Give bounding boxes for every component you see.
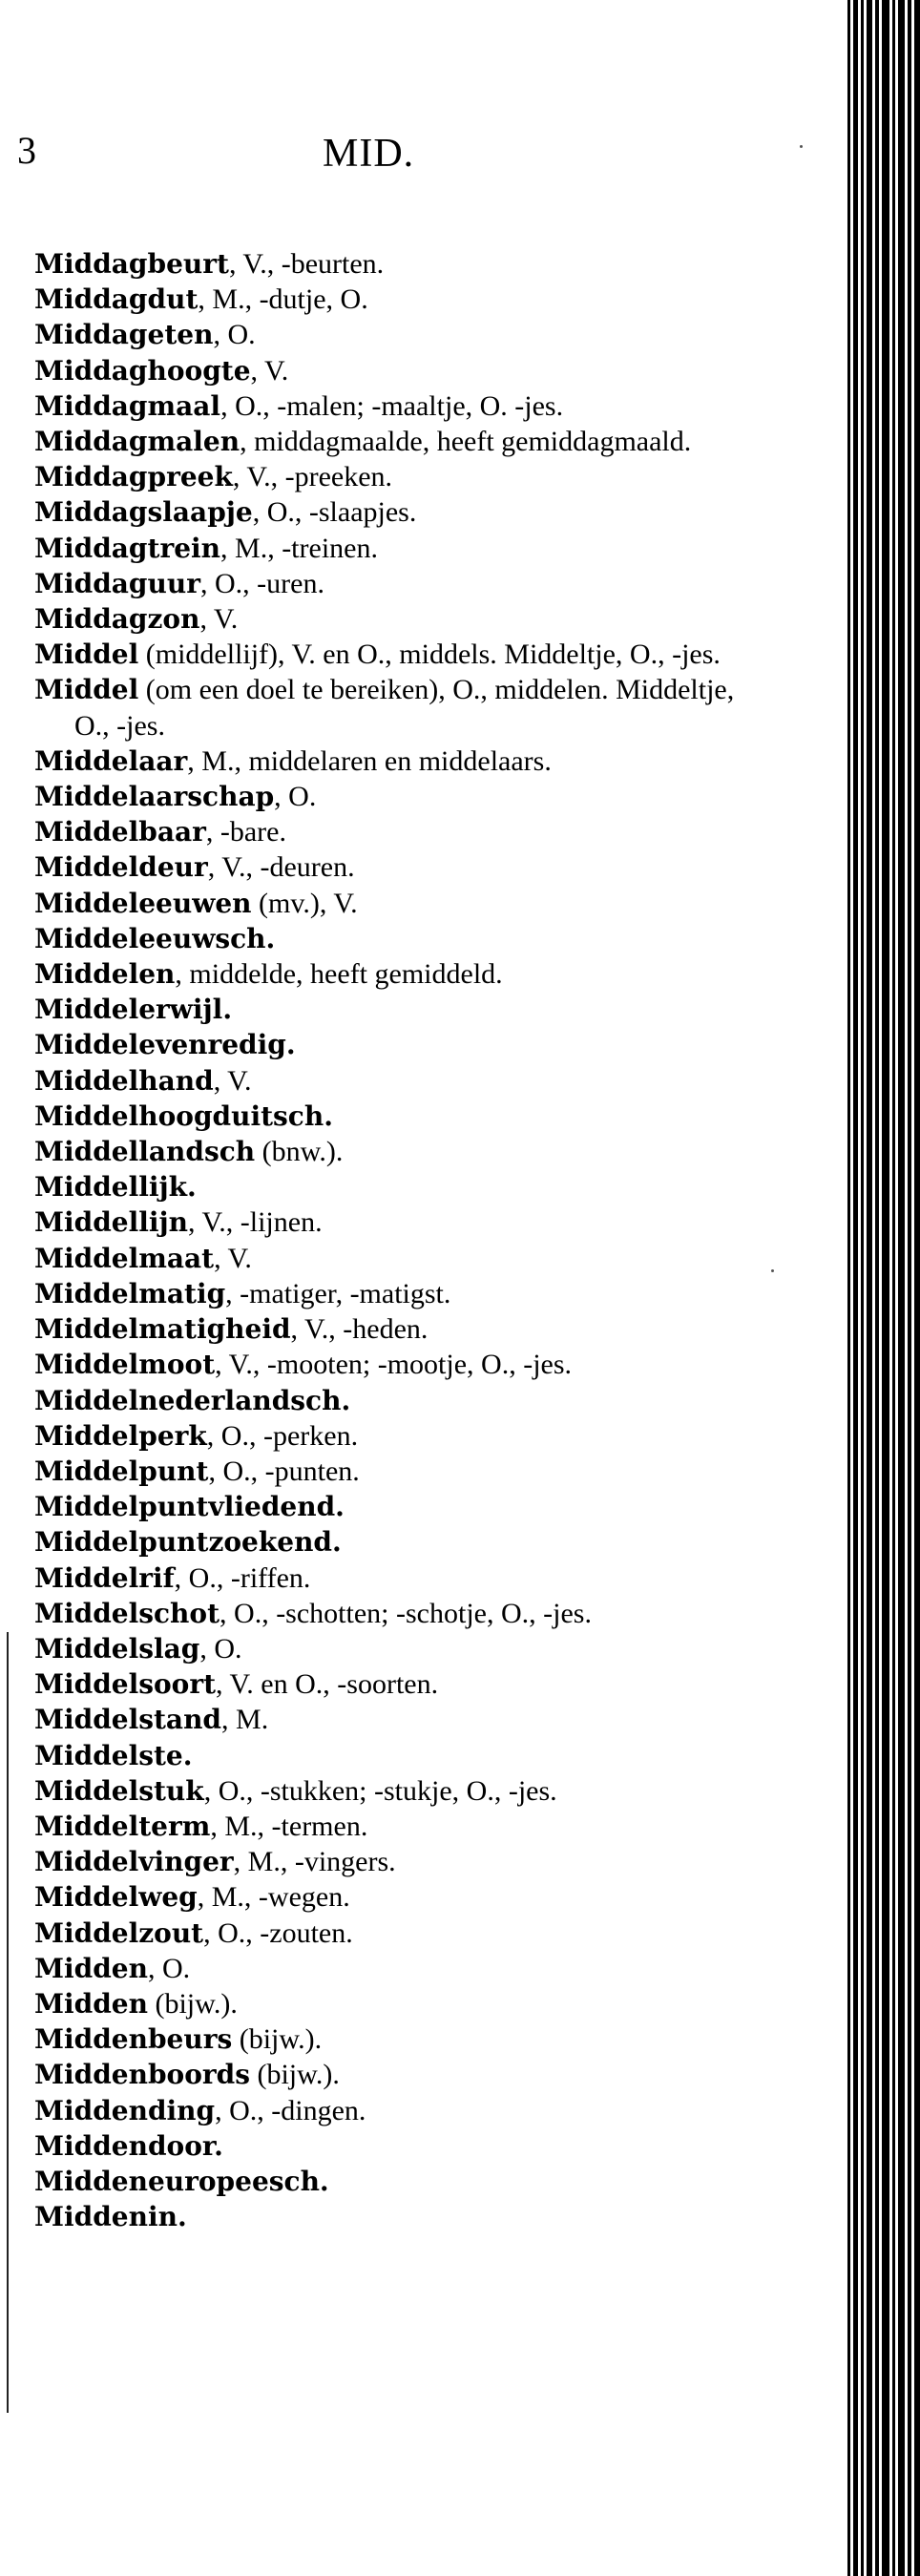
entry-definition: , O.: [274, 781, 317, 813]
entry: [34, 353, 741, 388]
entry-definition: (bijw.).: [249, 2059, 340, 2091]
entry-headword: Middelstuk: [34, 1774, 204, 1807]
entry-headword: Middagtrein: [34, 532, 221, 564]
entry-headword: Middeleeuwen: [34, 887, 252, 919]
book-spine-edge: [847, 0, 920, 2576]
entry-definition: , O., -punten.: [208, 1455, 360, 1487]
entry-headword: Middenin.: [34, 2201, 187, 2233]
entry: [34, 1951, 741, 1986]
entry: [34, 424, 741, 459]
entry-definition: , O., -uren.: [199, 567, 324, 599]
entry-headword: Middageten: [34, 319, 214, 351]
entry-headword: Middelvinger: [34, 1846, 234, 1878]
page-number: 3: [17, 129, 36, 172]
entry-definition: , O., -malen; -maaltje, O. -jes.: [220, 389, 564, 422]
entry: [34, 672, 741, 743]
entry: [34, 1099, 741, 1134]
entry-definition: , O., -stukken; -stukje, O., -jes.: [203, 1774, 557, 1807]
entry-definition: , V., -deuren.: [207, 851, 355, 884]
entry-definition: , M., -dutje, O.: [198, 283, 368, 316]
entry: [34, 2164, 741, 2199]
entry-definition: , V.: [250, 354, 289, 387]
entry-headword: Middelbaar: [34, 816, 206, 848]
entry-headword: Middagslaapje: [34, 496, 253, 529]
entry-headword: Middellijn: [34, 1206, 188, 1239]
entry: [34, 388, 741, 424]
entry-headword: Middelschot: [34, 1597, 220, 1629]
entry-headword: Middelmoot: [34, 1349, 216, 1381]
entry-definition: , V., -mooten; -mootje, O., -jes.: [215, 1349, 573, 1381]
entry-definition: (mv.), V.: [251, 887, 358, 919]
entry-headword: Middelaarschap: [34, 781, 275, 813]
entry: [34, 317, 741, 352]
entry-definition: (middellijf), V. en O., middels. Middeltje, O., -jes.: [138, 639, 721, 671]
entry-definition: (om een doel te bereiken), O., middelen. Middeltje, O., -jes.: [74, 674, 735, 742]
entry-definition: , M., -vingers.: [233, 1846, 396, 1878]
entry-headword: Middagpreek: [34, 461, 233, 493]
entry-definition: , V. en O., -soorten.: [216, 1668, 439, 1701]
entry: [34, 1241, 741, 1276]
entry-headword: Middaghoogte: [34, 354, 251, 387]
entry-definition: , O.: [213, 319, 256, 351]
entry-definition: , O., -slaapjes.: [252, 496, 417, 529]
entry-headword: Middagdut: [34, 283, 199, 316]
entry: [34, 1560, 741, 1596]
entry-headword: Middeldeur: [34, 851, 208, 884]
entry-headword: Middelevenredig.: [34, 1029, 296, 1061]
entry-headword: Middel: [34, 674, 139, 706]
entry-headword: Midden: [34, 1952, 148, 1984]
entry-headword: Middelsoort: [34, 1668, 217, 1701]
entry: [34, 1169, 741, 1204]
entry-headword: Middendoor.: [34, 2129, 223, 2162]
entry: [34, 1347, 741, 1382]
entry-headword: Middelterm: [34, 1810, 211, 1842]
entry: [34, 2128, 741, 2164]
entry: [34, 1916, 741, 1951]
entry-definition: , O., -dingen.: [215, 2094, 366, 2126]
entry: [34, 2021, 741, 2057]
entry-headword: Middelperk: [34, 1419, 207, 1452]
entry: [34, 1524, 741, 1560]
entry-headword: Middelmatigheid: [34, 1313, 291, 1346]
entry-headword: Middagbeurt: [34, 248, 229, 280]
entry-definition: , O., -perken.: [206, 1419, 359, 1452]
entry: [34, 1844, 741, 1879]
entry-definition: , V., -lijnen.: [188, 1206, 323, 1239]
entry: [34, 2057, 741, 2092]
paper-speck: [771, 1269, 774, 1272]
entry-headword: Middellijk.: [34, 1171, 197, 1204]
entry-definition: , middagmaalde, heeft gemiddagmaald.: [240, 426, 692, 458]
entry: [34, 1383, 741, 1418]
entry-headword: Middelhand: [34, 1064, 214, 1097]
entry-definition: , M., -treinen.: [220, 532, 378, 564]
entry: [34, 1027, 741, 1062]
entry: [34, 743, 741, 779]
entry: [34, 1454, 741, 1489]
entry-definition: , O.: [199, 1632, 242, 1665]
entry-definition: , M., middelaren en middelaars.: [187, 744, 552, 777]
entry-headword: Middaguur: [34, 567, 200, 599]
entry: [34, 1596, 741, 1631]
entry-headword: Middelpunt: [34, 1455, 209, 1487]
entry-headword: Middagmaal: [34, 389, 221, 422]
entry: [34, 1738, 741, 1773]
entry-list: [34, 246, 741, 2234]
entry-definition: (bijw.).: [232, 2023, 323, 2056]
entry-headword: Middelen: [34, 958, 176, 991]
entry-headword: Middagzon: [34, 603, 200, 636]
entry-definition: , V.: [199, 603, 239, 636]
entry: [34, 2199, 741, 2234]
entry-definition: , V., -preeken.: [232, 461, 393, 493]
entry: [34, 1666, 741, 1702]
entry: [34, 246, 741, 282]
entry-headword: Middenbeurs: [34, 2023, 233, 2056]
entry: [34, 1204, 741, 1240]
entry-definition: , V., -heden.: [290, 1313, 429, 1346]
entry: [34, 637, 741, 672]
entry-headword: Middelmatig: [34, 1277, 226, 1309]
entry-headword: Middeleeuwsch.: [34, 922, 276, 954]
entry-definition: , M.: [221, 1704, 269, 1736]
entry-headword: Middeneuropeesch.: [34, 2165, 329, 2197]
entry-headword: Middelhoogduitsch.: [34, 1100, 333, 1132]
entry-definition: , M., -termen.: [210, 1810, 368, 1842]
entry: [34, 601, 741, 637]
entry: [34, 1418, 741, 1454]
entry-headword: Middelnederlandsch.: [34, 1384, 351, 1416]
entry-definition: , V., -beurten.: [228, 248, 385, 280]
entry-headword: Middelslag: [34, 1632, 200, 1665]
entry-headword: Middelstand: [34, 1704, 222, 1736]
entry-headword: Middelerwijl.: [34, 994, 233, 1026]
entry: [34, 956, 741, 992]
margin-rule: [7, 1632, 9, 2413]
entry: [34, 1134, 741, 1169]
entry-headword: Middelmaat: [34, 1242, 215, 1274]
entry: [34, 779, 741, 814]
entry: [34, 459, 741, 494]
running-head: MID.: [323, 132, 415, 176]
entry-definition: (bijw.).: [147, 1987, 238, 2020]
entry: [34, 1631, 741, 1666]
entry: [34, 1809, 741, 1844]
entry: [34, 2093, 741, 2128]
entry-headword: Middelweg: [34, 1881, 198, 1914]
entry-headword: Midden: [34, 1987, 148, 2020]
entry: [34, 1879, 741, 1915]
entry: [34, 1702, 741, 1737]
entry-definition: , O.: [147, 1952, 191, 1984]
entry-headword: Middelaar: [34, 744, 188, 777]
entry: [34, 494, 741, 530]
entry-headword: Middelzout: [34, 1916, 204, 1949]
entry-definition: , O., -schotten; -schotje, O., -jes.: [220, 1597, 592, 1629]
entry-headword: Middenboords: [34, 2059, 250, 2091]
entry-headword: Middel: [34, 639, 139, 671]
entry: [34, 282, 741, 317]
entry: [34, 814, 741, 849]
entry-definition: , O., -riffen.: [174, 1561, 311, 1594]
entry: [34, 921, 741, 956]
entry: [34, 1489, 741, 1524]
paper-speck: [800, 145, 803, 148]
entry-definition: (bnw.).: [255, 1136, 344, 1168]
entry: [34, 1311, 741, 1347]
entry: [34, 1276, 741, 1311]
entry-definition: , V.: [214, 1242, 252, 1274]
entry-headword: Middending: [34, 2094, 216, 2126]
entry-definition: , O., -zouten.: [203, 1916, 353, 1949]
entry: [34, 1986, 741, 2021]
entry: [34, 531, 741, 566]
entry: [34, 1773, 741, 1809]
entry-headword: Middelste.: [34, 1739, 193, 1771]
entry-definition: , V.: [213, 1064, 252, 1097]
entry-definition: , middelde, heeft gemiddeld.: [175, 958, 503, 991]
entry: [34, 992, 741, 1027]
entry-headword: Middelpuntzoekend.: [34, 1526, 342, 1559]
entry-headword: Middelrif: [34, 1561, 175, 1594]
entry-definition: , M., -wegen.: [197, 1881, 350, 1914]
entry-definition: , -matiger, -matigst.: [225, 1277, 451, 1309]
entry-headword: Middelpuntvliedend.: [34, 1491, 345, 1523]
entry: [34, 1063, 741, 1099]
entry-definition: , -bare.: [205, 816, 286, 848]
entry: [34, 849, 741, 885]
entry: [34, 566, 741, 601]
entry: [34, 886, 741, 921]
entry-headword: Middagmalen: [34, 426, 240, 458]
entry-headword: Middellandsch: [34, 1136, 256, 1168]
